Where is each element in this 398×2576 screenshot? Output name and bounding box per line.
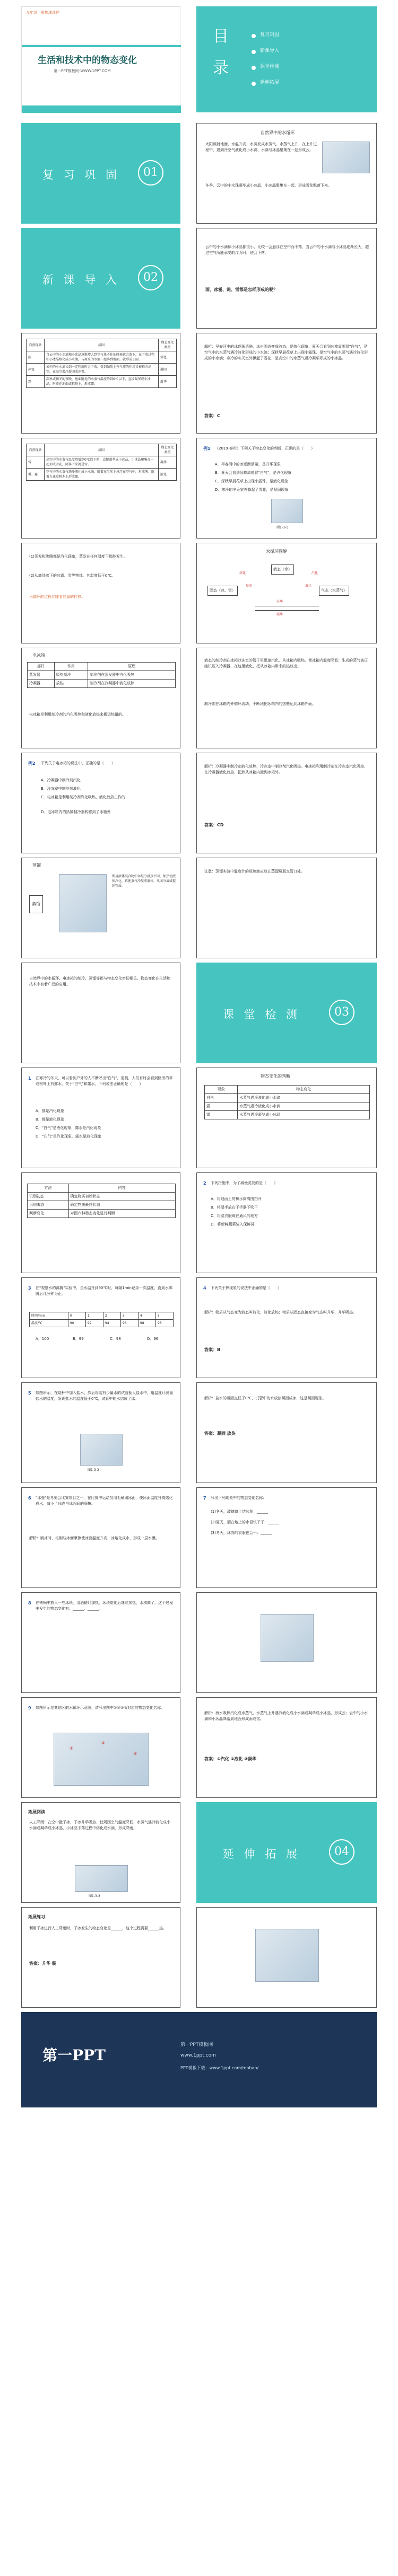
test-2-slide — [196, 1172, 377, 1273]
t1t-r3-a: 霜 — [205, 1111, 238, 1119]
test-1-option-a: A．都是汽化现象 — [36, 1109, 64, 1113]
t1t-h-phenomenon: 现象 — [205, 1086, 238, 1094]
t2t-h-content: 内容 — [68, 1184, 176, 1193]
cover-title: 生活和技术中的物态变化 — [38, 55, 137, 66]
test-3-text: 在"观察水的沸腾"实验中，当水温升到90℃时，每隔1min记录一次温度，直到水沸腾后几分钟为止。 — [36, 1286, 172, 1296]
toc-item-2[interactable]: 新课导入 — [260, 48, 280, 54]
t1-header-type: 物态变化类型 — [159, 339, 177, 351]
distill-title: 蒸馏 — [32, 863, 41, 868]
cover-top-header: 九年级上册物理课件 — [26, 11, 59, 15]
example-1-option-d: D．寒冷的冬天室外飘起了雪花，是凝固现象 — [215, 488, 289, 492]
section-4-label: 延 伸 拓 展 — [223, 1848, 301, 1860]
test-9-slide — [21, 1697, 180, 1798]
t3-h5: 4 — [138, 1312, 155, 1320]
ext-2-side-slide — [196, 1907, 377, 2008]
test-1-option-d: D．"白气"是汽化现象，露水是液化现象 — [36, 1134, 101, 1139]
phenomena-table-1 — [26, 339, 177, 388]
t3-r3: 94 — [103, 1320, 120, 1327]
intro-p1: 云中的小水滴和小冰晶都很小，比较一会悬浮在空中而不落，当云中的小水滴与小冰晶逐渐长大，超过空气所能承受的浮力时，便会下落。 — [205, 245, 369, 255]
test-3-option-c: C．98 — [110, 1337, 121, 1341]
toc-dot-1 — [252, 34, 256, 38]
section-2-label: 新 课 导 入 — [42, 274, 120, 286]
test-1-option-b: B．都是液化现象 — [36, 1117, 64, 1122]
fridge-table — [27, 662, 176, 688]
table-slide-1 — [21, 333, 180, 434]
test-5-figure-label: 图1-3-2 — [88, 1468, 99, 1472]
toc-dot-3 — [252, 66, 256, 70]
t1-r3-name: 霜 — [27, 376, 45, 388]
t1t-r1-a: 白气 — [205, 1094, 238, 1102]
review-p2: 冬季，云中的小水珠凝华成小冰晶，小冰晶聚集在一起，形成雪花飘落下来。 — [205, 183, 332, 188]
t1-r1-type: 熔化 — [159, 351, 177, 364]
test-3-table — [29, 1312, 174, 1327]
table-slide-1b — [196, 333, 377, 434]
distill-note-slide — [196, 858, 377, 958]
node-gas: 气态（水蒸气） — [319, 586, 349, 596]
cover-bottom-bar — [22, 105, 181, 113]
t3-h3: 2 — [103, 1312, 120, 1320]
test-7-item-2: (2)夏天，洒在地上的水很快干了：______ — [211, 1520, 279, 1524]
t3-h1: 0 — [68, 1312, 85, 1320]
footer-link-2[interactable]: www.1ppt.com — [180, 2053, 216, 2058]
t1-r1-name: 雨 — [27, 351, 45, 364]
ext-1-figure-label: 图1-3-3 — [89, 1894, 100, 1898]
t2t-h-method: 方法 — [28, 1184, 69, 1193]
t2-header-cause: 成因 — [45, 444, 159, 456]
t2-r1-name: 雪 — [27, 456, 45, 469]
fridge-p2: 制冷剂在冰箱内外循环流动，不断地把冰箱内的热搬运到冰箱外面。 — [204, 702, 316, 706]
test-3-option-a: A．100 — [36, 1337, 49, 1341]
example-1-title: 例1 — [203, 446, 211, 451]
water-cycle-image — [322, 142, 370, 173]
footer-contact[interactable]: PPT模板下载：www.1ppt.com/moban/ — [180, 2066, 259, 2070]
test-1-table — [204, 1085, 370, 1119]
t2t-r2-a: 识别末态 — [28, 1201, 69, 1210]
t2t-r1-b: 确定物质初始状态 — [68, 1193, 176, 1201]
t2-r1-type: 凝华 — [159, 456, 177, 469]
t3-h2: 1 — [85, 1312, 103, 1320]
label-melt: 熔化 — [239, 571, 246, 575]
example-1-option-c: C．深秋早晨花草上出现小露珠，是液化现象 — [215, 479, 288, 483]
t3-r6: 98 — [155, 1320, 173, 1327]
test-1-table-slide — [196, 1068, 377, 1168]
label-freeze: 凝固 — [246, 584, 253, 588]
analysis-1-text: 解析：早春河中的冰逐渐消融，冰由固态变成液态，是熔化现象；夏天会看到冰棒周围冒"白气"，是空气中的水蒸气遇冷液化形成的小水滴；深秋早晨花草上出现小露珠，是空气中的水蒸气遇冷液化形成的小水滴；寒冷的冬天室外飘起了雪花，是高空中的水蒸气遇冷凝华形成的小冰晶。 — [204, 345, 368, 360]
section-2-slide — [21, 228, 180, 329]
node-liquid: 液态（水） — [271, 564, 294, 575]
t1-r1-cause: 当云中的小水滴和小冰晶逐渐增大到空气托不住的时候就会落下，在下落过程中小冰晶熔化成小水滴，与原来的水滴一起落到地面，就形成了雨。 — [45, 351, 159, 364]
intro-slide — [196, 228, 377, 329]
toc-item-4[interactable]: 延伸拓展 — [260, 80, 280, 85]
example-2-question: 下列关于电冰箱的说法中，正确的是（ ） — [41, 761, 115, 765]
distill-slide — [21, 858, 180, 958]
toc-dot-2 — [252, 50, 256, 54]
t3-r1: 90 — [68, 1320, 85, 1327]
t3-h4: 3 — [120, 1312, 138, 1320]
footer-link-1[interactable]: 第一PPT模板网 — [180, 2042, 213, 2048]
test-8-side-slide — [196, 1592, 377, 1693]
test-9-label-2: ② — [101, 1741, 106, 1745]
test-5-number: 5 — [28, 1391, 31, 1396]
test-6-slide — [21, 1487, 180, 1588]
note-highlight: 水循环的过程伴随着能量的转移。 — [29, 595, 85, 599]
section-1-number: 01 — [138, 160, 163, 186]
example-2-option-d: D．电冰箱内的热被制冷剂转移到了冰箱外 — [41, 810, 111, 814]
toc-dot-4 — [252, 82, 256, 86]
test-3-option-b: B．99 — [73, 1337, 84, 1341]
analysis-1-answer: 答案：C — [204, 413, 220, 418]
cover-left — [21, 6, 180, 112]
fridge-h-part: 部件 — [28, 663, 55, 671]
toc-item-3[interactable]: 课堂检测 — [260, 64, 280, 69]
test-7-number: 7 — [203, 1496, 206, 1501]
test-7-slide — [196, 1487, 377, 1588]
t1t-h-change: 物态变化 — [238, 1086, 370, 1094]
test-9-label-3: ③ — [133, 1751, 137, 1756]
test-7-item-3: (3)冬天，冰冻的衣服也会干：______ — [211, 1531, 272, 1535]
example-1-figure — [271, 499, 303, 523]
t1-r3-type: 凝华 — [159, 376, 177, 388]
t1-r2-type: 凝固 — [159, 364, 177, 376]
test-4-analysis: 解析：物质从气态变为液态叫液化，液化放热；物质从固态直接变为气态叫升华，升华吸热。 — [204, 1310, 357, 1315]
test-3-option-d: D．96 — [147, 1337, 159, 1341]
node-solid: 固态（冰、雪） — [207, 586, 238, 596]
label-vaporize: 汽化 — [312, 571, 318, 575]
t3-h6: 5 — [155, 1312, 173, 1320]
fridge-text-slide — [196, 648, 377, 748]
t2-header-phenomenon: 自然现象 — [27, 444, 45, 456]
test-2-table-slide — [21, 1172, 180, 1273]
t1-header-cause: 成因 — [45, 339, 159, 351]
test-9-number: 9 — [28, 1706, 31, 1710]
t3-r0: 温度/℃ — [30, 1320, 68, 1327]
note-slide — [21, 543, 180, 643]
toc-item-1[interactable]: 复习巩固 — [260, 32, 280, 38]
label-deposit: 凝华 — [276, 613, 283, 616]
test-5-figure — [80, 1434, 123, 1466]
test-4-slide — [196, 1277, 377, 1378]
test-2-question: 下列措施中，为了减慢蒸发的是（ ） — [211, 1181, 278, 1185]
test-1-table-title: 物态变化的判断 — [261, 1074, 290, 1079]
t1t-r1-b: 水蒸气遇冷液化成小水滴 — [238, 1094, 370, 1102]
test-9-answer: 答案：①汽化 ②液化 ③凝华 — [204, 1757, 256, 1761]
fridge-r2-principle: 制冷剂在冷凝器中液化放热 — [88, 680, 176, 688]
review-p1: 太阳照射地面，水温升高，水蒸发成水蒸气，水蒸气上升，在上升过程中，遇到冷空气液化成小水滴，水滴与冰晶聚集在一起形成云。 — [205, 142, 317, 152]
label-sublimate: 升华 — [276, 600, 283, 604]
test-2-table — [27, 1184, 176, 1218]
section-1-slide — [21, 123, 180, 224]
example-1-slide — [196, 438, 377, 539]
t3-r4: 96 — [120, 1320, 138, 1327]
test-1-option-c: C．"白气"是液化现象，露水是汽化现象 — [36, 1126, 101, 1130]
ext-1-slide — [21, 1802, 180, 1903]
test-5-answer: 答案：凝固 放热 — [204, 1431, 236, 1436]
test-4-number: 4 — [203, 1286, 206, 1291]
ext-2-answer: 答案：升华 吸 — [29, 1961, 56, 1966]
t1-r3-cause: 深秋或初冬的夜晚，地面附近的水蒸气温度降到0℃以下，直接凝华成小冰晶，附着在地面或植物上，形成霜。 — [45, 376, 159, 388]
test-6-number: 6 — [28, 1496, 31, 1501]
water-diagram-slide — [196, 543, 377, 643]
fridge-p1: 液态的制冷剂在冰箱冷冻室的管子里迅速汽化，从冰箱内吸热，使冰箱内温度降低；生成的蒸气被压缩机压入冷凝器，在这里液化，把从冰箱内带来的热放出。 — [204, 658, 368, 668]
fridge-h-role: 作用 — [54, 663, 88, 671]
ext-2-figure — [255, 1929, 319, 1982]
test-3-slide — [21, 1277, 180, 1378]
t1t-r2-a: 露 — [205, 1102, 238, 1111]
fridge-r1-role: 吸热制冷 — [54, 671, 88, 680]
ext-2-slide — [21, 1907, 180, 2008]
summary-slide — [21, 963, 180, 1063]
ext-1-figure — [75, 1865, 128, 1892]
t1-r2-name: 冰雹 — [27, 364, 45, 376]
test-5-analysis-slide — [196, 1382, 377, 1483]
test-2-option-b: B．将湿手放在干手器下吹干 — [211, 1205, 258, 1210]
section-2-number: 02 — [138, 265, 163, 290]
example-1-option-a: A．早春河中的冰逐渐消融，是升华现象 — [215, 462, 281, 466]
example-2-analysis: 解析：冷凝器中制冷剂液化放热，冷冻室中制冷剂汽化吸热。电冰箱利用制冷剂在冷冻室汽化吸热、在冷凝器液化放热，把热从冰箱内搬到冰箱外。 — [204, 764, 368, 774]
example-1-figure-label: 例1-3-1 — [276, 526, 288, 530]
test-9-label-1: ① — [70, 1746, 74, 1751]
footer-brand: 第一PPT — [42, 2046, 106, 2064]
test-3-number: 3 — [28, 1286, 31, 1291]
t3-r2: 92 — [85, 1320, 103, 1327]
test-1-number: 1 — [28, 1076, 31, 1081]
t2-header-type: 物态变化类型 — [159, 444, 177, 456]
t1-header-phenomenon: 自然现象 — [27, 339, 45, 351]
t3-h0: 时间/min — [30, 1312, 68, 1320]
fridge-title: 电冰箱 — [32, 653, 45, 658]
section-4-number: 04 — [329, 1839, 354, 1865]
test-2-option-c: C．将湿衣服晾在通风的地方 — [211, 1214, 258, 1218]
test-5-question: 如图所示，在烧杯中加入盐水，然后将装有少量水的试管插入盐水中，用温度计测量盐水的温度，发现盐水的温度低于0℃，试管中的水结成了冰。 — [36, 1391, 173, 1401]
example-2-option-a: A．冷凝器中制冷剂汽化 — [41, 778, 81, 782]
review-heading: 自然界中的水循环 — [261, 130, 295, 135]
t2t-r1-a: 识别初态 — [28, 1193, 69, 1201]
table-slide-2 — [21, 438, 180, 539]
fridge-table-slide — [21, 648, 180, 748]
test-6-analysis: 解析：刷冰时，毛刷与冰面摩擦使冰面温度升高，冰熔化成水，形成一层水膜。 — [29, 1536, 159, 1540]
t1t-r2-b: 水蒸气遇冷液化成小水滴 — [238, 1102, 370, 1111]
example-2-option-c: C．电冰箱是利用制冷剂汽化吸热、液化放热工作的 — [41, 795, 125, 799]
distill-left-label: 蒸馏 — [29, 895, 43, 913]
footer-slide — [21, 2012, 377, 2107]
note-p1: (1)蒸发和沸腾都是汽化现象，蒸发在任何温度下都能发生。 — [29, 554, 127, 559]
t2-r2-cause: 空气中的水蒸气遇冷液化成小水滴，附着在尘埃上悬浮在空气中，形成雾；附着在花草树木上形成露。 — [45, 469, 159, 481]
test-4-answer: 答案：B — [204, 1347, 221, 1352]
t1-r2-cause: 云中的小水滴长到一定程度时会下落，受到强烈上升气流的作用又被推向高空，在高空遇冷凝固成冰雹。 — [45, 364, 159, 376]
example-2-slide — [21, 753, 180, 853]
distill-desc: 利用液体混合物中各组分沸点不同，加热使液体汽化，再使蒸气冷凝成液体，从而分离或提纯物质。 — [112, 875, 176, 888]
section-3-label: 课 堂 检 测 — [223, 1008, 301, 1021]
section-3-slide — [196, 963, 377, 1063]
cover-slide — [0, 0, 398, 119]
example-1-question: （2019·泰州）下列关于物态变化的判断，正确的是（ ） — [215, 446, 315, 451]
example-2-answer: 答案：CD — [204, 823, 224, 827]
water-diagram-title: 水循环图解 — [266, 549, 287, 554]
test-1-question: 在寒冷的冬天，可以看到户外的人不断呼出"白气"，清晨，人们有时会看到路旁的草或树叶上有露水，关于"白气"和露水，下列说法正确的是（ ） — [36, 1076, 173, 1086]
fridge-r2-part: 冷凝器 — [28, 680, 55, 688]
t2-r2-type: 液化 — [159, 469, 177, 481]
label-condense: 液化 — [305, 584, 312, 588]
distill-note: 注意：蒸馏实验中温度计的玻璃泡应放在蒸馏烧瓶支管口处。 — [204, 869, 305, 874]
test-1-slide — [21, 1068, 180, 1168]
t2t-r3-a: 判断变化 — [28, 1210, 69, 1218]
summary-text: 自然界中的水循环、电冰箱的制冷、蒸馏等都与物态变化密切相关。物态变化在生活和技术中有着广泛的应用。 — [29, 976, 170, 986]
cover-toc — [196, 6, 377, 112]
toc-title: 目 录 — [210, 28, 228, 81]
test-5-analysis: 解析：盐水的凝固点低于0℃，试管中的水放热凝固成冰，这是凝固现象。 — [204, 1396, 326, 1400]
note-p2: (2)从高处落下的冰雹、雪等物体，其温度低于0℃。 — [29, 574, 116, 578]
cover-brand: 第一PPT模板网-WWW.1PPT.COM — [54, 69, 111, 73]
section-1-label: 复 习 巩 固 — [42, 169, 120, 181]
ext-2-title: 拓展练习 — [28, 1915, 45, 1919]
test-8-text: 在铁锅中放入一些冰块，用酒精灯加热，冰块熔化后继续加热，水沸腾了，这个过程中发生的物态变化有：______、______。 — [36, 1601, 173, 1611]
test-9-analysis: 解析：海水吸热汽化成水蒸气，水蒸气上升遇冷液化成小水滴或凝华成小冰晶，形成云；云中的小水滴和小冰晶降落到地面形成雨或雪。 — [204, 1711, 368, 1721]
fridge-r1-part: 蒸发器 — [28, 671, 55, 680]
distill-apparatus-figure — [59, 874, 107, 932]
example-1-option-b: B．夏天会看到冰棒周围冒"白气"，是汽化现象 — [215, 471, 292, 475]
test-9-analysis-slide — [196, 1697, 377, 1798]
test-2-number: 2 — [203, 1181, 206, 1186]
t2t-r3-b: 对照六种物态变化进行判断 — [68, 1210, 176, 1218]
fridge-caption: 电冰箱是利用制冷剂的汽化吸热和液化放热来搬运热量的。 — [29, 712, 126, 717]
section-4-slide — [196, 1802, 377, 1903]
t2-r2-name: 雾、露 — [27, 469, 45, 481]
fridge-r1-principle: 制冷剂在蒸发器中汽化吸热 — [88, 671, 176, 680]
test-5-slide — [21, 1382, 180, 1483]
arrow-gas-solid — [255, 610, 319, 611]
test-8-number: 8 — [28, 1601, 31, 1605]
example-2-option-b: B．冷冻室中制冷剂液化 — [41, 787, 81, 791]
test-2-option-a: A．将地面上的积水向周围扫开 — [211, 1197, 262, 1201]
t2-r1-cause: 高空中的水蒸气温度降低到0℃以下时，直接凝华成小冰晶，小冰晶聚集在一起形成雪花，降落下来就是雪。 — [45, 456, 159, 469]
ext-1-text: 人工降雨：在空中撒干冰，干冰升华吸热，使周围空气温度降低，水蒸气遇冷液化成小水滴或凝华成小冰晶，小冰晶下落过程中熔化成水滴，形成降雨。 — [29, 1820, 170, 1830]
t2t-r2-b: 确定物质最终状态 — [68, 1201, 176, 1210]
test-4-question: 下列关于热现象的说法中正确的是（ ） — [211, 1286, 281, 1290]
cover-accent-bar — [22, 45, 181, 47]
test-7-question: 写出下列现象中的物态变化名称： — [211, 1496, 266, 1500]
ext-1-title: 拓展阅读 — [28, 1810, 45, 1814]
fridge-h-principle: 原理 — [88, 663, 176, 671]
test-8-figure — [261, 1614, 314, 1662]
review-slide — [196, 123, 377, 224]
section-3-number: 03 — [329, 1000, 354, 1025]
test-2-option-d: D．将新鲜蔬菜装入保鲜袋 — [211, 1222, 255, 1227]
example-2-analysis-slide — [196, 753, 377, 853]
intro-p2: 雨、冰雹、霜、雪都是怎样形成的呢？ — [205, 287, 278, 292]
ext-2-text: 利用干冰进行人工降雨时，干冰发生的物态变化是______，这个过程需要______热。 — [29, 1926, 167, 1930]
test-6-text: "冰壶"是冬奥会比赛项目之一，在比赛中运动员用毛刷刷冰面，使冰面温度升高熔化成水，减小了冰壶与冰面间的摩擦。 — [36, 1496, 173, 1506]
t1t-r3-b: 水蒸气遇冷凝华成小冰晶 — [238, 1111, 370, 1119]
test-9-question: 如图所示是某地区的水循环示意图，请写出图中①②③所对应的物态变化名称。 — [36, 1706, 165, 1710]
t3-r5: 98 — [138, 1320, 155, 1327]
test-8-slide — [21, 1592, 180, 1693]
phenomena-table-2 — [26, 444, 177, 481]
test-7-item-1: (1)冬天，玻璃窗上结冰花：______ — [211, 1510, 268, 1514]
fridge-r2-role: 放热 — [54, 680, 88, 688]
example-2-title: 例2 — [28, 761, 36, 766]
